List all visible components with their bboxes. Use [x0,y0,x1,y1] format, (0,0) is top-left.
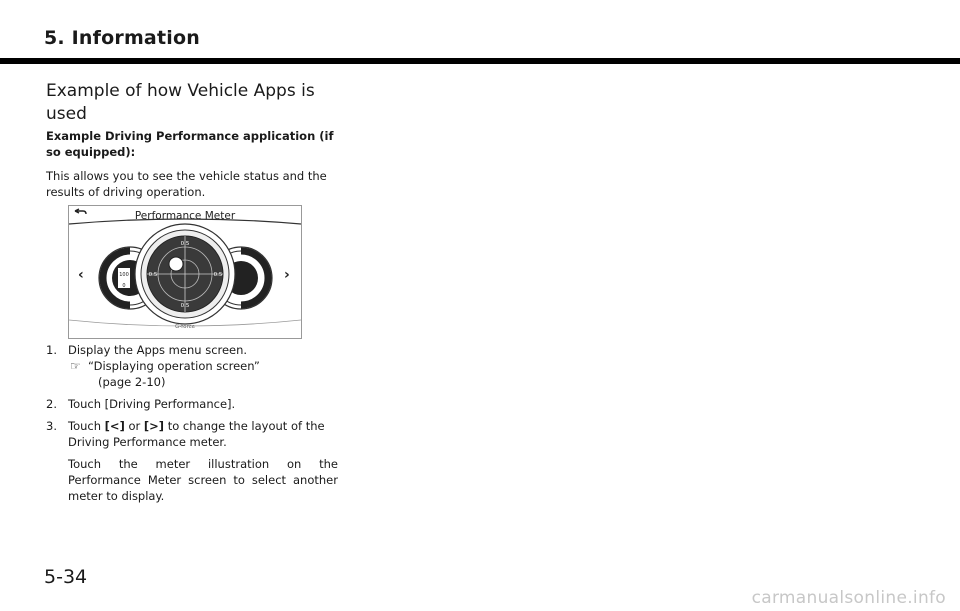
subheading: Example Driving Performance application (if so equipped): [46,129,334,159]
back-arrow-icon [75,209,86,214]
right-bracket-label: [>] [143,419,165,433]
watermark: carmanualsonline.info [751,588,946,608]
header-rule [0,58,960,64]
pointing-hand-icon: ☞ [70,359,81,373]
left-arrow-icon: ‹ [78,267,84,283]
reference-page: (page 2-10) [98,375,166,389]
step-text-pre: Touch [68,419,105,433]
screen-title: Performance Meter [134,210,236,222]
step-number: 1. [46,343,57,357]
steps-list [46,342,338,510]
step-note: Touch the meter illustration on the Performance Meter screen to select another meter to display. [68,457,338,503]
cross-reference [68,358,338,390]
reference-title: “Displaying operation screen” [88,359,260,373]
left-bracket-label: [<] [104,419,125,433]
center-gforce-gauge [135,224,235,324]
page-number: 5-34 [44,566,88,588]
step-text-mid: or [124,419,144,433]
performance-meter-svg [69,206,301,338]
svg-text:0.5: 0.5 [213,272,223,278]
performance-meter-illustration [68,205,302,339]
intro-paragraph: This allows you to see the vehicle status and the results of driving operation. [46,169,327,199]
svg-text:0.5: 0.5 [180,303,190,309]
step-text: Display the Apps menu screen. [68,343,248,357]
step-1 [46,342,338,390]
step-text: Touch [Driving Performance]. [68,397,236,411]
svg-text:100: 100 [119,272,129,278]
section-title: Example of how Vehicle Apps is used [46,81,315,124]
step-number: 3. [46,419,57,433]
step-3 [46,418,338,504]
step-text-post: to change the layout of the Driving Performance meter. [68,419,325,449]
svg-text:0.5: 0.5 [180,241,190,247]
chapter-title: 5. Information [44,27,200,49]
step-2 [46,396,338,412]
right-arrow-icon: › [284,267,290,283]
step-number: 2. [46,397,57,411]
svg-text:0: 0 [122,283,126,289]
svg-text:0.5: 0.5 [148,272,158,278]
figure-caption: G-force [174,324,196,330]
